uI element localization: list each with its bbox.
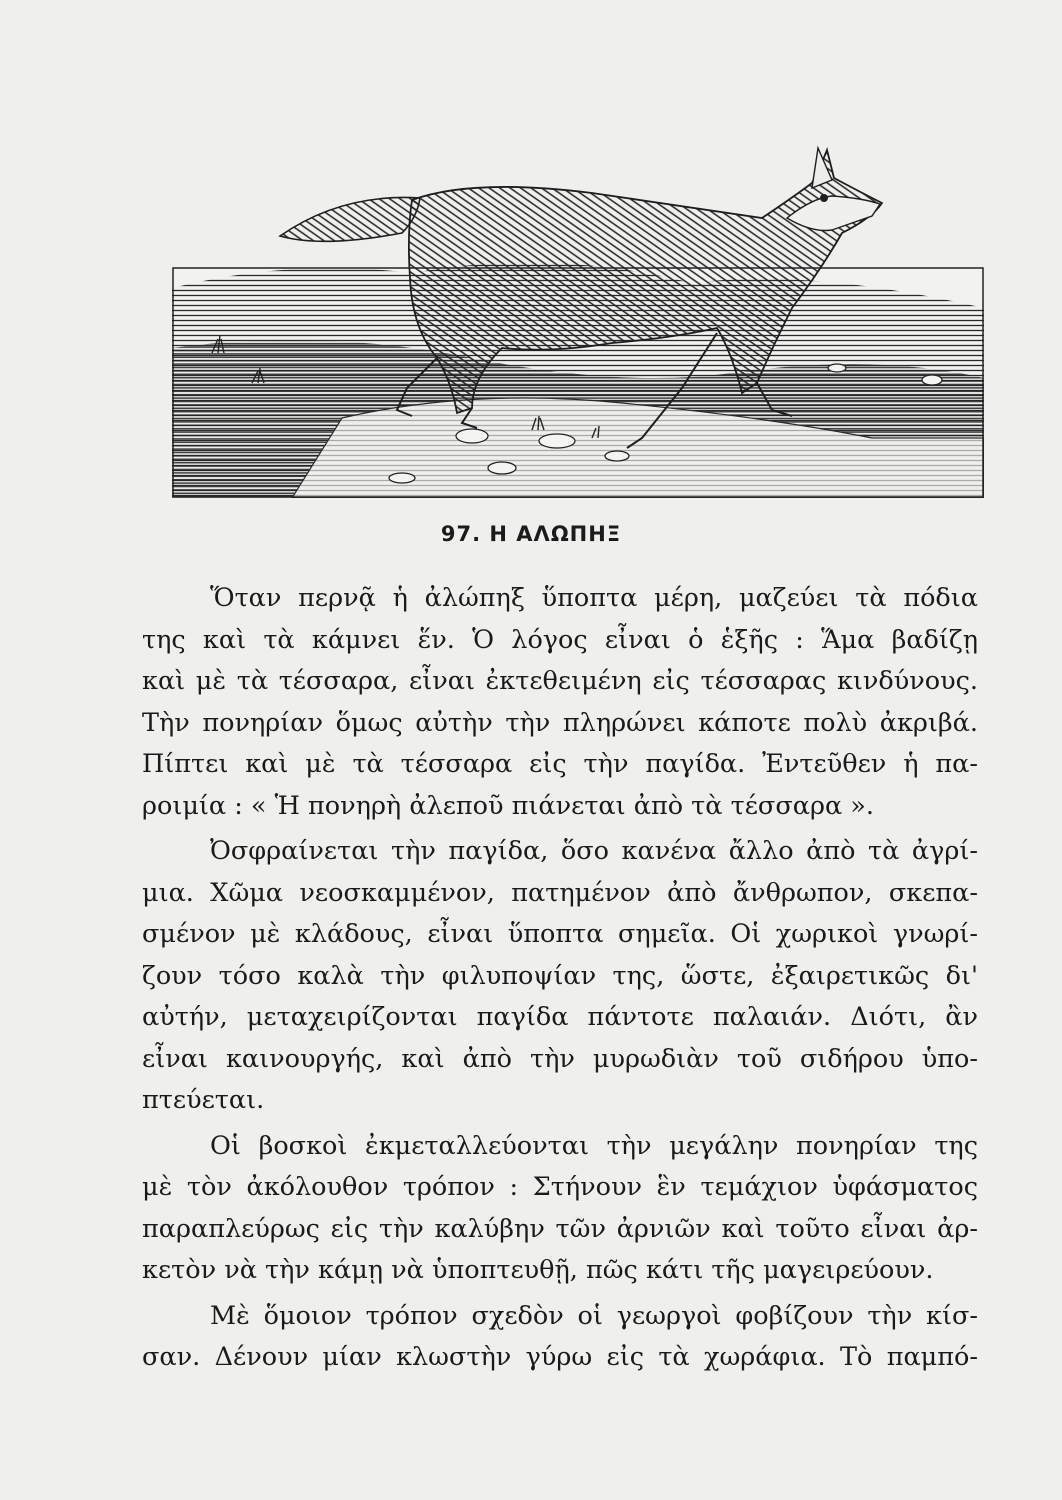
text-line: καὶ μὲ τὰ τέσσαρα, εἶναι ἐκτεθειμένη εἰς τέσσαρας κινδύνους. bbox=[142, 666, 978, 696]
chapter-heading bbox=[0, 522, 1062, 546]
paragraph-3 bbox=[142, 1126, 978, 1292]
text-line: Πίπτει καὶ μὲ τὰ τέσσαρα εἰς τὴν παγίδα. Ἐντεῦθεν ἡ πα- bbox=[142, 749, 978, 779]
fox-tail bbox=[280, 197, 420, 241]
text-line: της καὶ τὰ κάμνει ἕν. Ὁ λόγος εἶναι ὁ ἑξῆς : Ἅμα βαδίζῃ bbox=[142, 624, 978, 655]
text-line: κετὸν νὰ τὴν κάμῃ νὰ ὑποπτευθῇ, πῶς κάτι τῆς μαγειρεύουν. bbox=[142, 1255, 934, 1285]
text-line: μια. Χῶμα νεοσκαμμένον, πατημένον ἀπὸ ἄνθρωπον, σκεπα- bbox=[142, 877, 978, 908]
text-line: ζουν τόσο καλὰ τὴν φιλυποψίαν της, ὥστε, ἐξαιρετικῶς δι' bbox=[142, 960, 978, 991]
article-body bbox=[142, 578, 978, 1379]
fox-engraving-svg bbox=[172, 138, 984, 498]
text-line: Μὲ ὅμοιον τρόπον σχεδὸν οἱ γεωργοὶ φοβίζουν τὴν κίσ- bbox=[210, 1300, 978, 1331]
text-line: Τὴν πονηρίαν ὅμως αὐτὴν τὴν πληρώνει κάποτε πολὺ ἀκριβά. bbox=[142, 707, 978, 738]
text-line: Ὅταν περνᾷ ἡ ἀλώπηξ ὕποπτα μέρη, μαζεύει τὰ πόδια bbox=[210, 583, 978, 613]
fox-illustration bbox=[172, 138, 984, 498]
text-line: παραπλεύρως εἰς τὴν καλύβην τῶν ἀρνιῶν καὶ τοῦτο εἶναι ἀρ- bbox=[142, 1213, 978, 1244]
paragraph-2 bbox=[142, 831, 978, 1122]
text-line: εἶναι καινουργής, καὶ ἀπὸ τὴν μυρωδιὰν τοῦ σιδήρου ὑπο- bbox=[142, 1043, 978, 1074]
text-line: σμένον μὲ κλάδους, εἶναι ὕποπτα σημεῖα. Οἱ χωρικοὶ γνωρί- bbox=[142, 919, 978, 949]
text-line: αὐτήν, μεταχειρίζονται παγίδα πάντοτε παλαιάν. Διότι, ἂν bbox=[142, 1002, 978, 1032]
text-line: Οἱ βοσκοὶ ἐκμεταλλεύονται τὴν μεγάλην πονηρίαν της bbox=[210, 1130, 978, 1161]
fox-eye bbox=[820, 194, 828, 202]
text-line: σαν. Δένουν μίαν κλωστὴν γύρω εἰς τὰ χωράφια. Τὸ παμπό- bbox=[142, 1342, 978, 1372]
text-line: μὲ τὸν ἀκόλουθον τρόπον : Στήνουν ἓν τεμάχιον ὑφάσματος bbox=[142, 1172, 978, 1202]
chapter-number: 97. bbox=[440, 522, 482, 546]
chapter-title: Η ΑΛΩΠΗΞ bbox=[489, 522, 622, 546]
paragraph-1 bbox=[142, 578, 978, 827]
text-line: πτεύεται. bbox=[142, 1085, 265, 1115]
paragraph-4 bbox=[142, 1296, 978, 1379]
text-line: Ὀσφραίνεται τὴν παγίδα, ὅσο κανένα ἄλλο ἀπὸ τὰ ἀγρί- bbox=[210, 836, 978, 866]
text-line: ροιμία : « Ἡ πονηρὴ ἀλεποῦ πιάνεται ἀπὸ τὰ τέσσαρα ». bbox=[142, 790, 874, 821]
